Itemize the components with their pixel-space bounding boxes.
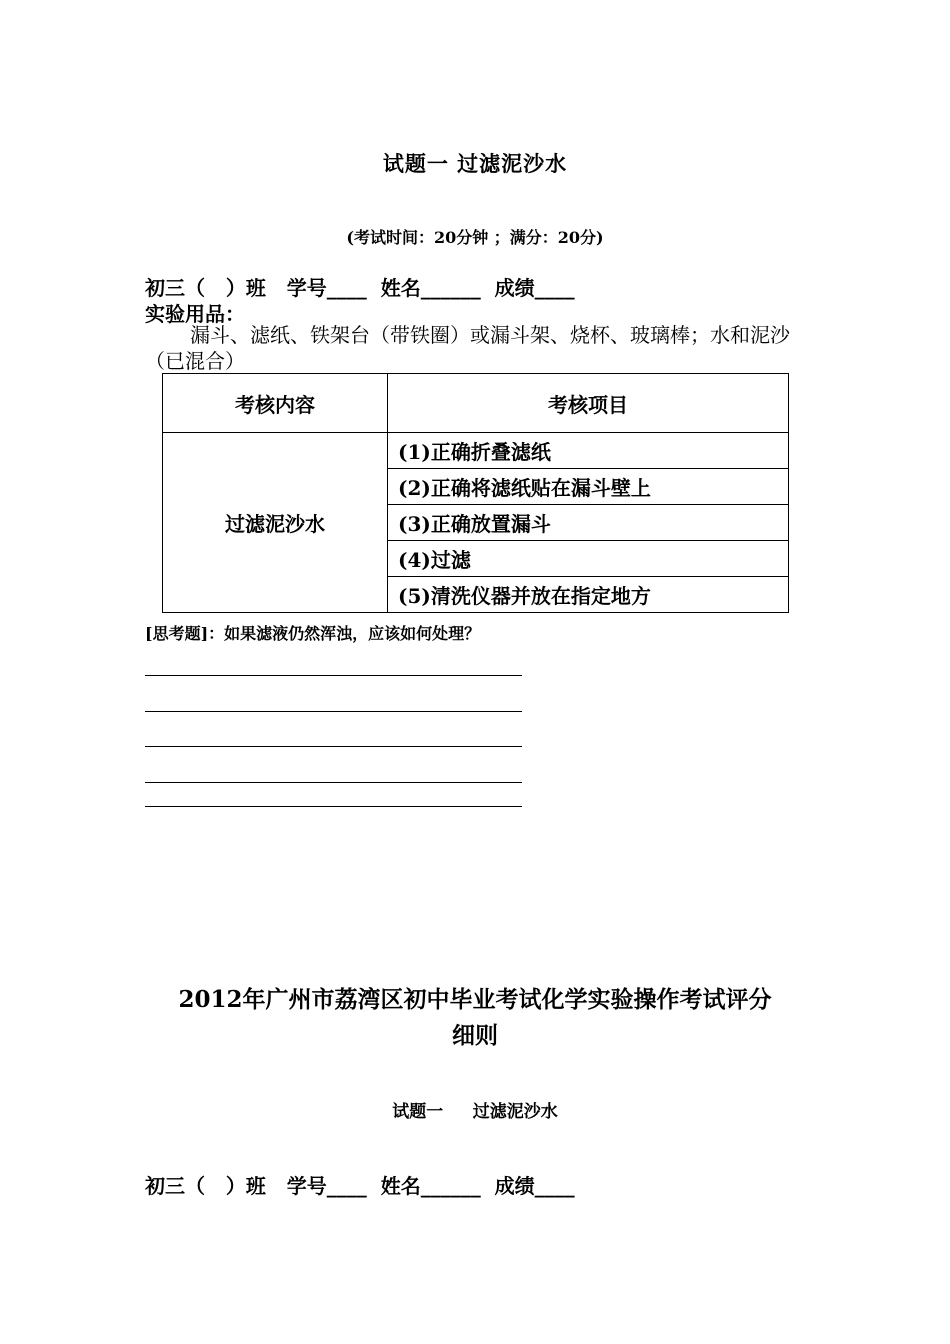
answer-line[interactable] [145,746,522,747]
answer-line[interactable] [145,806,522,807]
exam-time-score: (考试时间：20分钟 ；满分：20分) [346,228,604,247]
table-header-row [163,374,789,433]
assessment-item: (1)正确折叠滤纸 [388,433,789,469]
col-header-content: 考核内容 [163,374,388,433]
grading-subtitle: 试题一 过滤泥沙水 [392,1102,558,1122]
col-header-items: 考核项目 [388,374,789,433]
assessment-item: (2)正确将滤纸贴在漏斗壁上 [388,469,789,505]
answer-line[interactable] [145,711,522,712]
think-question: [思考题]：如果滤液仍然浑浊，应该如何处理？ [145,624,481,643]
assessment-table [162,373,789,613]
assessment-item: (5)清洗仪器并放在指定地方 [388,577,789,613]
assessment-content-cell: 过滤泥沙水 [163,433,388,613]
student-info-line: 初三（ ）班 学号____ 姓名______ 成绩____ [145,276,575,300]
assessment-item: (3)正确放置漏斗 [388,505,789,541]
exam-title: 试题一 过滤泥沙水 [382,151,568,176]
grading-title-line2: 细则 [452,1022,498,1049]
grading-student-info-line: 初三（ ）班 学号____ 姓名______ 成绩____ [145,1174,575,1198]
answer-line[interactable] [145,782,522,783]
table-row [163,433,789,469]
supplies-text: 漏斗、滤纸、铁架台（带铁圈）或漏斗架、烧杯、玻璃棒；水和泥沙（已混合） [145,323,790,373]
supplies-label: 实验用品： [145,302,245,326]
grading-title [0,982,950,1054]
grading-title-line1: 2012年广州市荔湾区初中毕业考试化学实验操作考试评分 [178,986,772,1013]
assessment-item: (4)过滤 [388,541,789,577]
answer-line[interactable] [145,675,522,676]
